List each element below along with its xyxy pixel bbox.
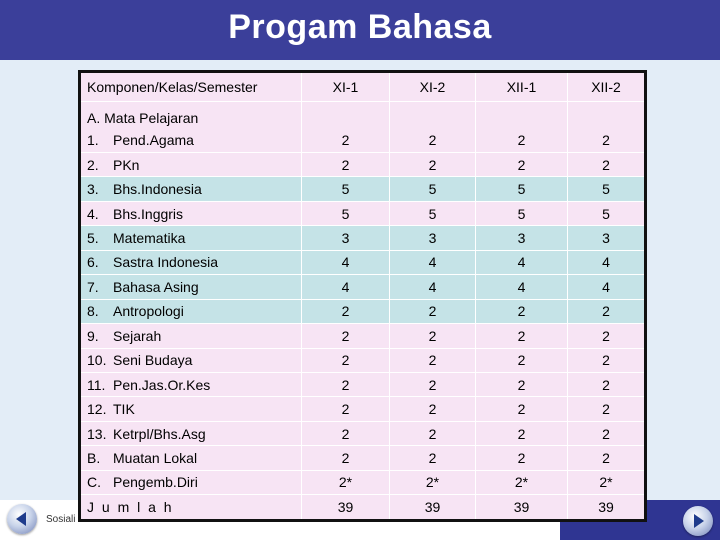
hours-cell: 2 xyxy=(568,421,646,445)
hours-cell: 2 xyxy=(302,446,390,470)
subject-name: PKn xyxy=(113,156,140,173)
hours-cell: 2 xyxy=(390,372,476,396)
hours-cell: 2 xyxy=(476,446,568,470)
hours-cell: 3 xyxy=(568,226,646,250)
group-a-label: A. Mata Pelajaran xyxy=(87,110,199,126)
subject-name: Seni Budaya xyxy=(113,352,193,369)
subject-cell xyxy=(80,177,302,201)
hours-cell: 4 xyxy=(476,250,568,274)
hours-cell: 2 xyxy=(302,153,390,177)
subject-cell xyxy=(80,348,302,372)
table-row xyxy=(80,201,646,225)
row-number: 6. xyxy=(87,254,99,271)
hours-cell: 5 xyxy=(302,177,390,201)
row-number: 3. xyxy=(87,181,99,198)
subject-name: Pend.Agama xyxy=(113,132,194,148)
hours-cell: 4 xyxy=(390,250,476,274)
subject-cell xyxy=(80,201,302,225)
row-number: 1. xyxy=(87,132,99,148)
hours-cell: 3 xyxy=(476,226,568,250)
table-row xyxy=(80,397,646,421)
subject-cell xyxy=(80,299,302,323)
hours-cell: 2 xyxy=(302,348,390,372)
subject-cell xyxy=(80,470,302,494)
hours-cell: 2 xyxy=(390,153,476,177)
hours-cell: 2 xyxy=(476,299,568,323)
hours-cell: 2 xyxy=(568,153,646,177)
hours-cell: 3 xyxy=(390,226,476,250)
table-row xyxy=(80,250,646,274)
hours-cell: 5 xyxy=(390,201,476,225)
subject-cell xyxy=(80,372,302,396)
row-number: B. xyxy=(87,449,101,466)
total-cell: 39 xyxy=(390,495,476,521)
slide-title: Progam Bahasa xyxy=(228,8,492,46)
table-row xyxy=(80,177,646,201)
hours-cell: 4 xyxy=(390,275,476,299)
total-row xyxy=(80,495,646,521)
row-number: 5. xyxy=(87,230,99,247)
subject-cell xyxy=(80,324,302,348)
row-number: 9. xyxy=(87,327,99,344)
subject-cell xyxy=(80,250,302,274)
table-row xyxy=(80,372,646,396)
hours-cell: 2 xyxy=(390,446,476,470)
previous-slide-button[interactable] xyxy=(7,504,37,534)
subject-name: Antropologi xyxy=(113,303,184,320)
row-number: 7. xyxy=(87,278,99,295)
hours-cell: 2 xyxy=(568,299,646,323)
hours-cell: 5 xyxy=(476,201,568,225)
hours-cell: 2 xyxy=(476,324,568,348)
hours-cell: 2 xyxy=(390,397,476,421)
hours-cell: 2* xyxy=(476,470,568,494)
total-label: J u m l a h xyxy=(80,495,302,521)
hours-cell: 5 xyxy=(302,201,390,225)
hours-cell: 4 xyxy=(568,250,646,274)
hours-cell: 2 xyxy=(302,421,390,445)
header-xi-2: XI-2 xyxy=(390,72,476,102)
hours-cell: 2 xyxy=(390,421,476,445)
hours-cell: 2 xyxy=(390,299,476,323)
triangle-right-icon xyxy=(683,506,713,536)
hours-cell: 2 xyxy=(568,324,646,348)
header-xii-2: XII-2 xyxy=(568,72,646,102)
total-cell: 39 xyxy=(302,495,390,521)
subject-name: Muatan Lokal xyxy=(113,449,198,466)
hours-cell: 2 xyxy=(568,397,646,421)
hours-cell: 2 xyxy=(476,348,568,372)
hours-cell: 2 xyxy=(390,324,476,348)
subject-name: TIK xyxy=(113,401,135,418)
table-row xyxy=(80,470,646,494)
hours-cell: 5 xyxy=(568,201,646,225)
hours-cell: 2 xyxy=(568,348,646,372)
hours-cell: 2 xyxy=(476,102,568,153)
row-number: 8. xyxy=(87,303,99,320)
hours-cell: 2* xyxy=(302,470,390,494)
subject-name: Bhs.Indonesia xyxy=(113,181,202,198)
table-row xyxy=(80,153,646,177)
hours-cell: 4 xyxy=(476,275,568,299)
hours-cell: 5 xyxy=(476,177,568,201)
subject-cell xyxy=(80,275,302,299)
footer-text: Sosiali xyxy=(46,514,76,525)
table-row xyxy=(80,299,646,323)
row-number: 13. xyxy=(87,425,107,442)
curriculum-table xyxy=(78,70,647,522)
hours-cell: 4 xyxy=(302,250,390,274)
table-row xyxy=(80,421,646,445)
header-component: Komponen/Kelas/Semester xyxy=(80,72,302,102)
hours-cell: 2 xyxy=(476,153,568,177)
total-cell: 39 xyxy=(568,495,646,521)
hours-cell: 5 xyxy=(568,177,646,201)
subject-name: Matematika xyxy=(113,230,186,247)
row-number: 2. xyxy=(87,156,99,173)
table-row xyxy=(80,348,646,372)
subject-cell xyxy=(80,226,302,250)
subject-cell xyxy=(80,153,302,177)
subject-name: Ketrpl/Bhs.Asg xyxy=(113,425,206,442)
total-cell: 39 xyxy=(476,495,568,521)
hours-cell: 2* xyxy=(390,470,476,494)
row-number: 10. xyxy=(87,352,107,369)
table-row xyxy=(80,102,646,153)
next-slide-button[interactable] xyxy=(683,506,713,536)
hours-cell: 2 xyxy=(568,102,646,153)
subject-name: Pen.Jas.Or.Kes xyxy=(113,376,211,393)
subject-cell xyxy=(80,102,302,153)
subject-cell xyxy=(80,421,302,445)
hours-cell: 2 xyxy=(302,372,390,396)
row-number: C. xyxy=(87,474,101,491)
hours-cell: 3 xyxy=(302,226,390,250)
hours-cell: 2 xyxy=(568,446,646,470)
hours-cell: 2 xyxy=(302,299,390,323)
subject-name: Pengemb.Diri xyxy=(113,474,198,491)
hours-cell: 2* xyxy=(568,470,646,494)
row-number: 11. xyxy=(87,376,106,393)
subject-name: Bhs.Inggris xyxy=(113,205,184,222)
hours-cell: 2 xyxy=(302,324,390,348)
table-header-row xyxy=(80,72,646,102)
table-row xyxy=(80,446,646,470)
hours-cell: 2 xyxy=(302,102,390,153)
hours-cell: 2 xyxy=(476,421,568,445)
table-row xyxy=(80,275,646,299)
subject-name: Sastra Indonesia xyxy=(113,254,219,271)
row-number: 12. xyxy=(87,401,107,418)
hours-cell: 4 xyxy=(568,275,646,299)
subject-name: Bahasa Asing xyxy=(113,278,199,295)
hours-cell: 2 xyxy=(390,102,476,153)
hours-cell: 2 xyxy=(390,348,476,372)
subject-name: Sejarah xyxy=(113,327,162,344)
hours-cell: 4 xyxy=(302,275,390,299)
hours-cell: 2 xyxy=(568,372,646,396)
hours-cell: 2 xyxy=(302,397,390,421)
hours-cell: 2 xyxy=(476,397,568,421)
subject-cell xyxy=(80,397,302,421)
header-xii-1: XII-1 xyxy=(476,72,568,102)
hours-cell: 5 xyxy=(390,177,476,201)
triangle-left-icon xyxy=(7,504,37,534)
header-xi-1: XI-1 xyxy=(302,72,390,102)
table-row xyxy=(80,226,646,250)
hours-cell: 2 xyxy=(476,372,568,396)
subject-cell xyxy=(80,446,302,470)
table-row xyxy=(80,324,646,348)
row-number: 4. xyxy=(87,205,99,222)
